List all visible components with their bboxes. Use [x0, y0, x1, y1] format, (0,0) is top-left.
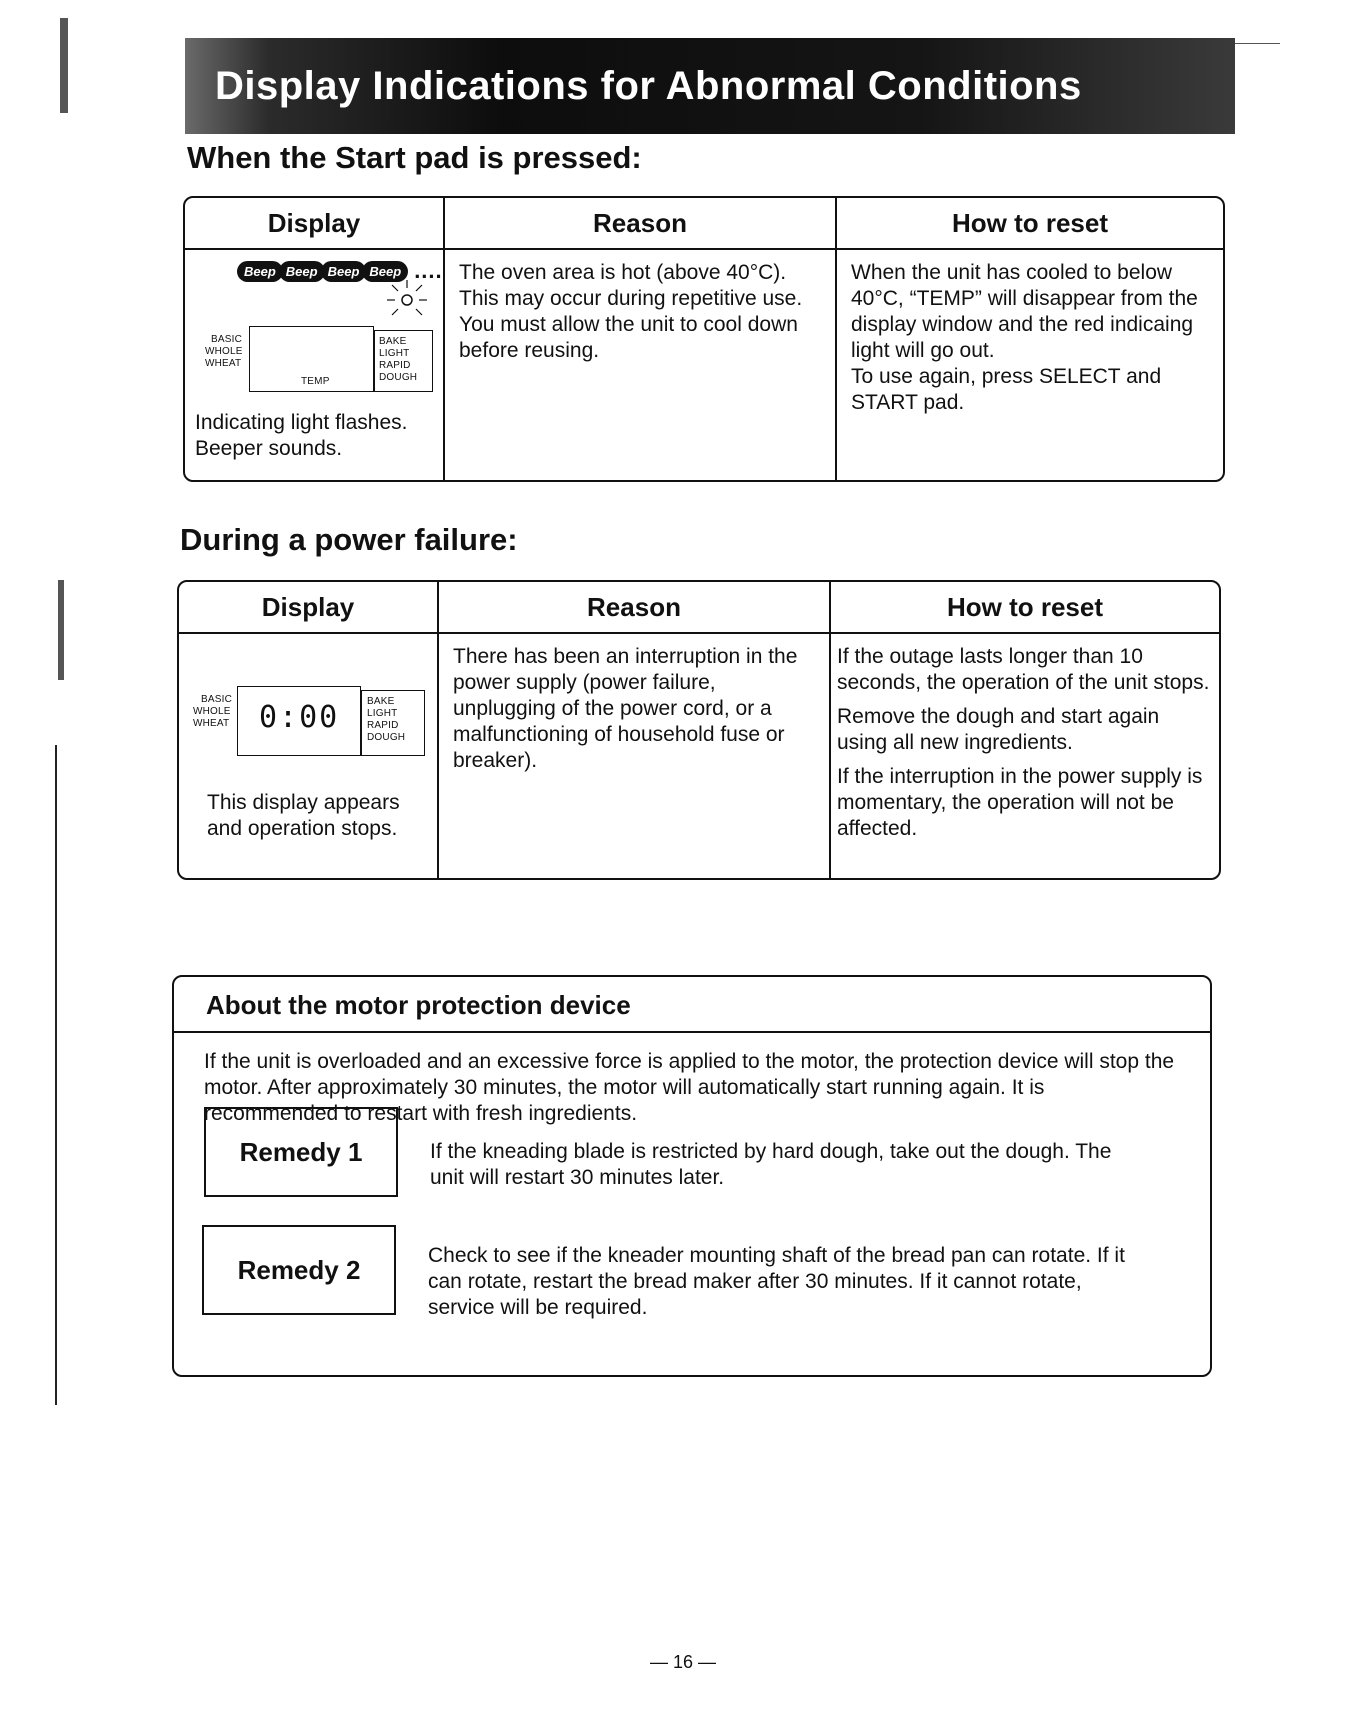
- lcd-right-label: DOUGH: [379, 372, 418, 383]
- beep-bubble: Beep: [237, 261, 283, 282]
- lcd-left-label: BASIC: [201, 694, 233, 705]
- start-reset-column: [835, 198, 1223, 480]
- scan-mark-lower: [55, 745, 57, 1405]
- start-display-header: Display: [185, 198, 443, 250]
- clock-display-panel: [193, 686, 425, 758]
- start-reset-header: How to reset: [837, 198, 1223, 250]
- temp-display-panel: [205, 326, 433, 396]
- beep-bubble: Beep: [362, 261, 408, 282]
- start-section-heading: When the Start pad is pressed:: [187, 140, 642, 175]
- display-note: and operation stops.: [207, 817, 398, 840]
- power-reset-text: [831, 634, 1219, 860]
- lcd-left-label: WHOLE: [205, 346, 243, 357]
- display-note: Beeper sounds.: [195, 437, 343, 460]
- start-display-notes: [185, 404, 417, 468]
- reset-step: If the interruption in the power supply is momentary, the operation will not be affected.: [837, 765, 1203, 840]
- lcd-left-label: WHEAT: [193, 718, 230, 729]
- power-display-column: [179, 582, 437, 878]
- reset-step: To use again, press SELECT and START pad.: [851, 365, 1162, 414]
- lcd-right-label: BAKE: [379, 336, 407, 347]
- power-reason-text: There has been an interruption in the power supply (power failure, unplugging of the power cord, or a malfunctioning of household fuse or breaker).: [453, 645, 798, 772]
- power-reason-header: Reason: [439, 582, 829, 634]
- start-table: [183, 196, 1225, 482]
- power-display-header: Display: [179, 582, 437, 634]
- page-number: — 16 —: [650, 1652, 717, 1672]
- power-display-notes: [193, 784, 414, 848]
- lcd-right-label: LIGHT: [367, 708, 398, 719]
- reset-step: When the unit has cooled to below 40°C, “TEMP” will disappear from the display window and the red indicaing light will go out.: [851, 261, 1198, 362]
- remedy-1-text: If the kneading blade is restricted by hard dough, take out the dough. The unit will restart 30 minutes later.: [430, 1140, 1112, 1189]
- motor-intro-text: If the unit is overloaded and an excessive force is applied to the motor, the protection device will stop the motor. After approximately 30 minutes, the motor will automatically start running again. It is recommended to restart with fresh ingredients.: [204, 1050, 1175, 1125]
- beep-bubble: Beep: [279, 261, 325, 282]
- start-reason-column: [443, 198, 835, 480]
- lcd-left-label: WHOLE: [193, 706, 231, 717]
- beep-dots: ....: [414, 258, 443, 283]
- start-reason-text: The oven area is hot (above 40°C). This may occur during repetitive use. You must allow the unit to cool down before reusing.: [459, 261, 803, 362]
- motor-protection-box: [172, 975, 1212, 1377]
- start-reset-text: [837, 250, 1223, 434]
- power-table: [177, 580, 1221, 880]
- page-title: Display Indications for Abnormal Conditions: [185, 38, 1235, 134]
- scan-mark-top: [60, 18, 68, 113]
- remedy-1-label: Remedy 1: [204, 1107, 398, 1197]
- reset-step: If the outage lasts longer than 10 seconds, the operation of the unit stops.: [837, 645, 1210, 694]
- remedy-2-label: Remedy 2: [202, 1225, 396, 1315]
- power-reason-column: [437, 582, 829, 878]
- lcd-clock-digits: 0:00: [259, 700, 340, 735]
- lcd-left-label: WHEAT: [205, 358, 242, 369]
- reset-step: Remove the dough and start again using all new ingredients.: [837, 705, 1160, 754]
- remedy-2-text: Check to see if the kneader mounting shaft of the bread pan can rotate. If it can rotate, restart the bread maker after 30 minutes. If it cannot rotate, service will be required.: [428, 1244, 1125, 1319]
- display-note: Indicating light flashes.: [195, 411, 408, 434]
- display-note: This display appears: [207, 791, 400, 814]
- lcd-right-label: LIGHT: [379, 348, 410, 359]
- power-reset-column: [829, 582, 1219, 878]
- power-section-heading: During a power failure:: [180, 522, 518, 557]
- lcd-right-label: BAKE: [367, 696, 395, 707]
- start-reason-header: Reason: [445, 198, 835, 250]
- lcd-right-label: DOUGH: [367, 732, 406, 743]
- scan-mark-middle: [58, 580, 64, 680]
- lcd-left-label: BASIC: [211, 334, 243, 345]
- flashing-light-icon: [375, 274, 435, 324]
- start-display-column: [185, 198, 443, 480]
- beep-bubble: Beep: [321, 261, 367, 282]
- lcd-right-label: RAPID: [379, 360, 411, 371]
- lcd-right-label: RAPID: [367, 720, 399, 731]
- lcd-temp-text: TEMP: [301, 376, 330, 387]
- power-reset-header: How to reset: [831, 582, 1219, 634]
- banner-rule: [1235, 43, 1280, 44]
- motor-section-title: About the motor protection device: [174, 977, 1210, 1033]
